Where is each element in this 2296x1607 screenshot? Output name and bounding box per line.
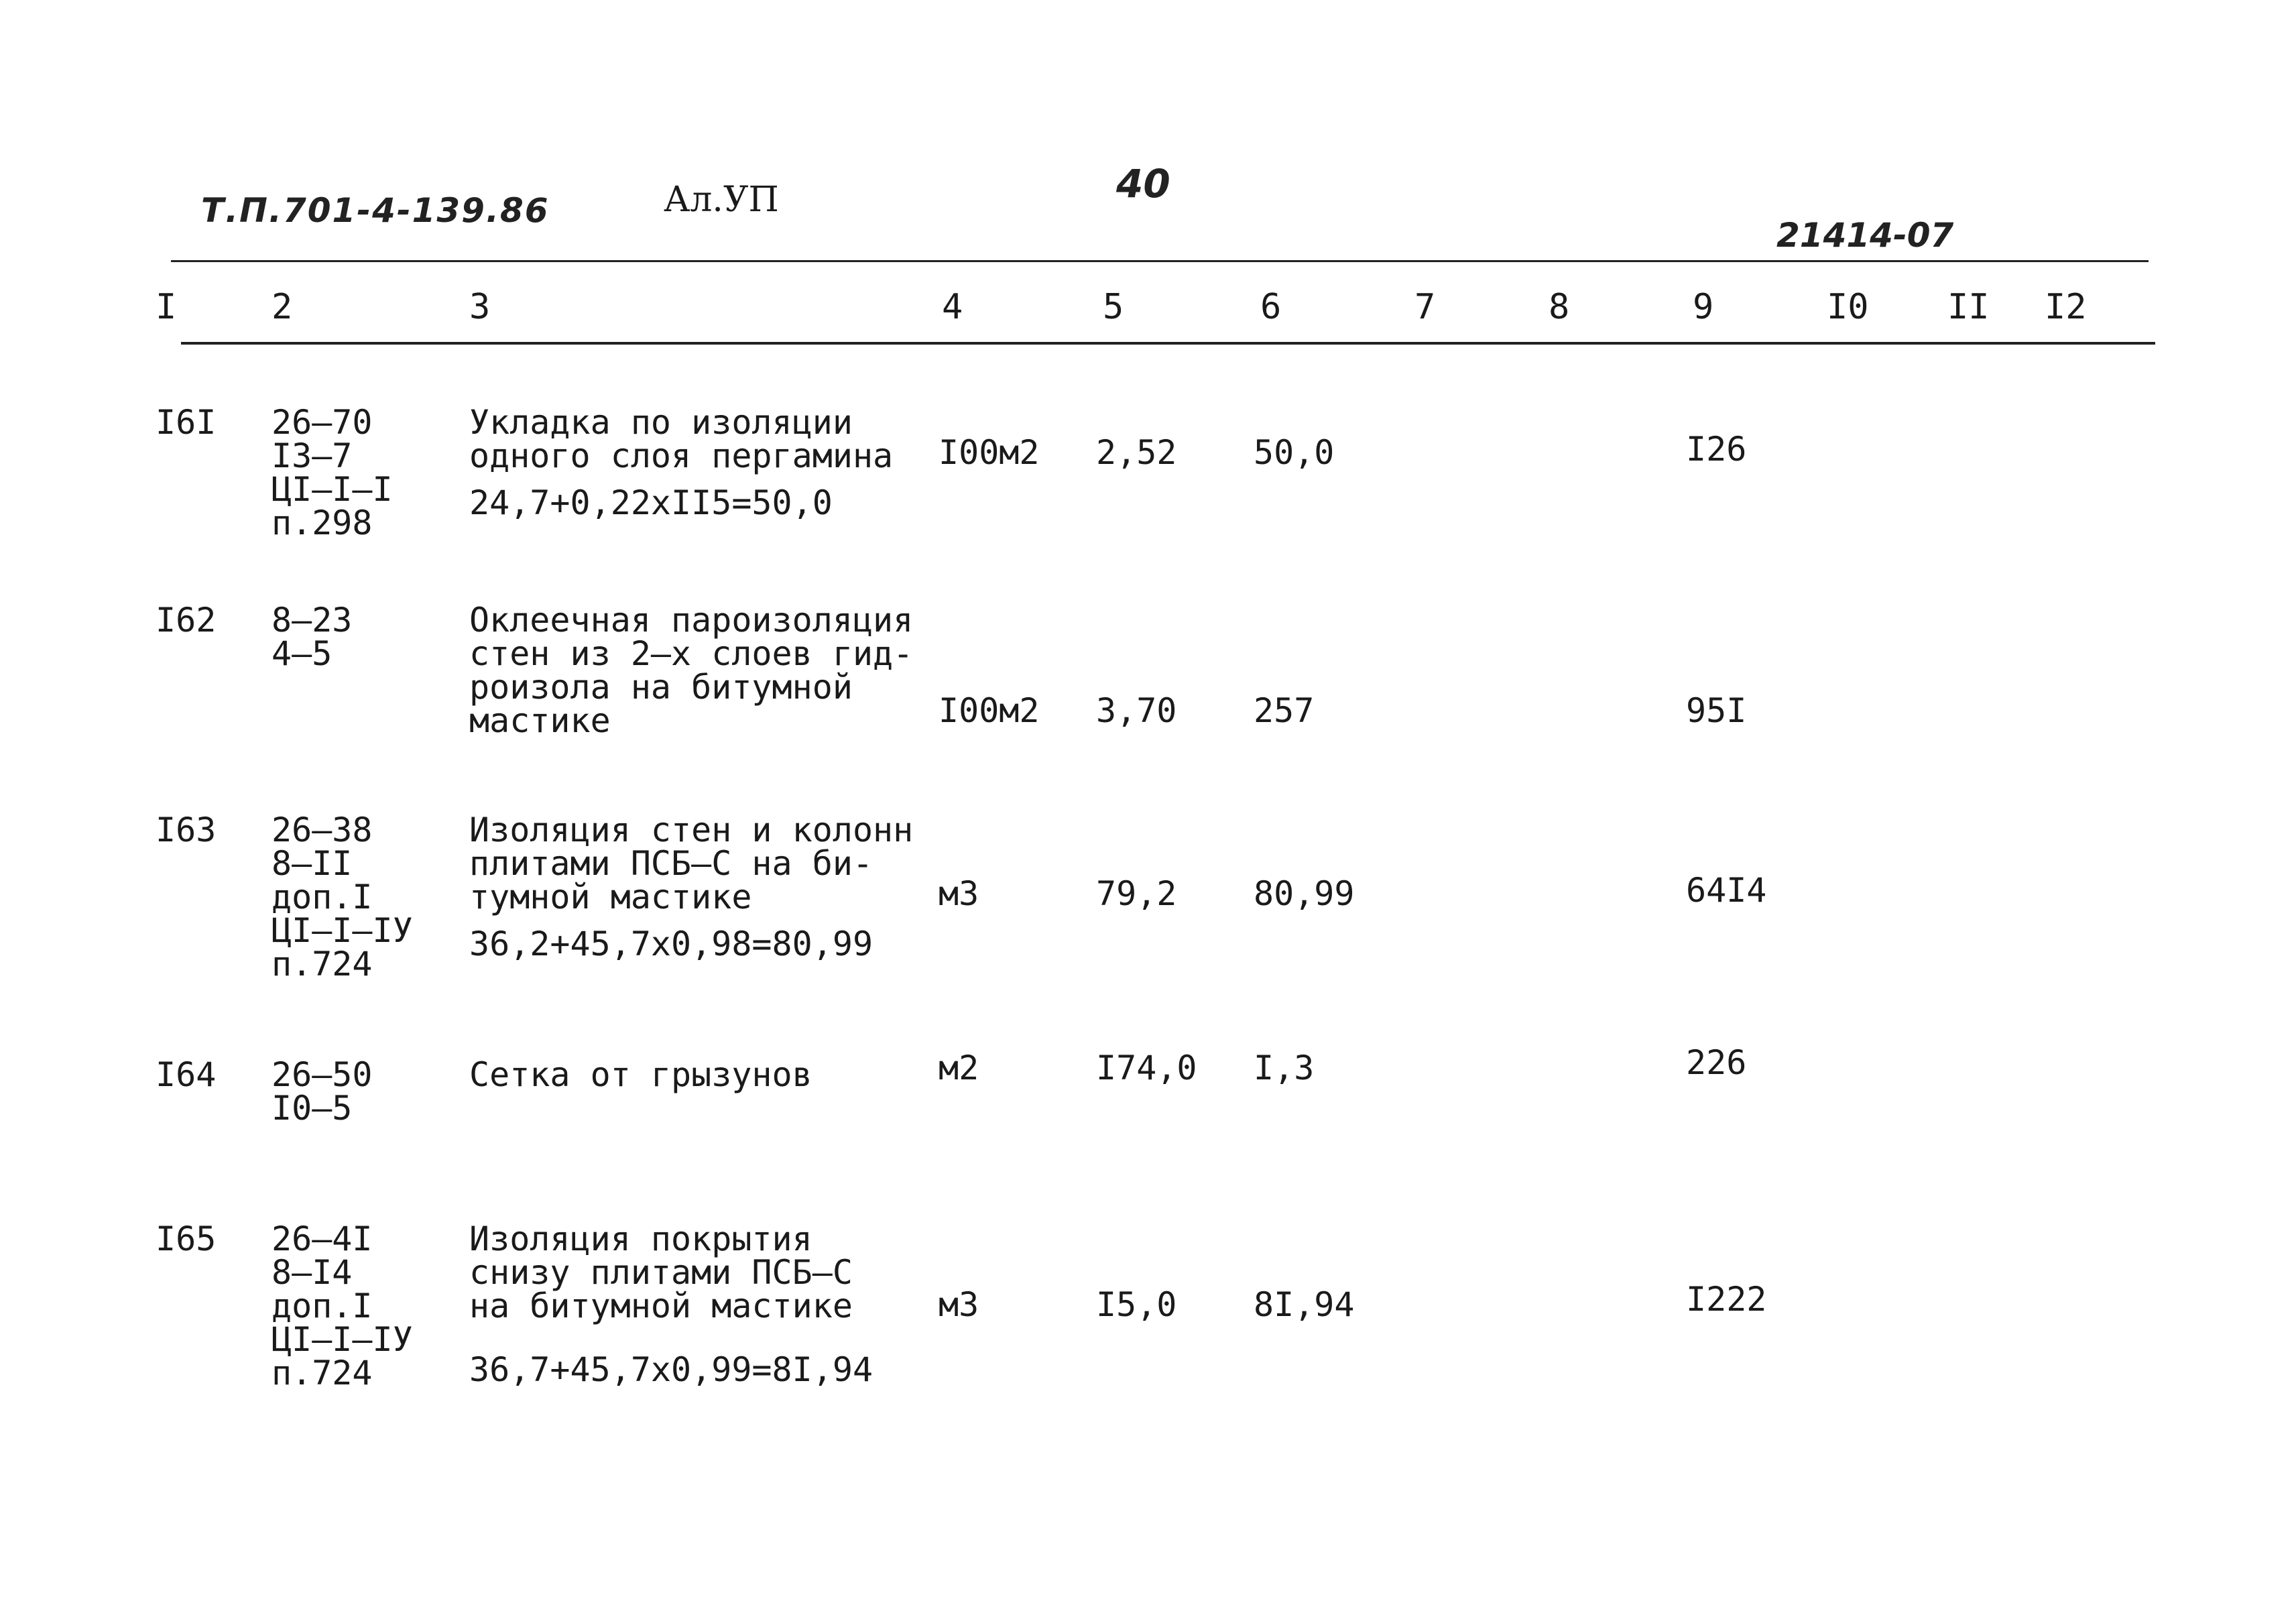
column-number: 9 xyxy=(1693,287,1714,327)
norm-code: 26–70 I3–7 ЦI–I–I п.298 xyxy=(271,403,393,542)
norm-code: 26–4I 8–I4 доп.I ЦI–I–IУ п.724 xyxy=(271,1219,413,1392)
work-description: Оклеечная пароизоляция стен из 2–х слоев гид- роизола на битумной мастике xyxy=(469,601,914,740)
column-number: 6 xyxy=(1260,287,1282,327)
work-description: Сетка от грызунов xyxy=(469,1055,812,1094)
total: 95I xyxy=(1686,691,1747,730)
row-number: I6I xyxy=(156,403,217,442)
column-number: II xyxy=(1947,287,1990,327)
unit: I00м2 xyxy=(939,433,1040,472)
quantity: I74,0 xyxy=(1096,1049,1197,1087)
unit: м2 xyxy=(939,1049,979,1087)
column-number: 3 xyxy=(469,287,491,327)
work-description: Изоляция покрытия снизу плитами ПСБ–С на битумной мастике 36,7+45,7х0,99=8I,94 xyxy=(469,1219,873,1389)
unit-price: I,3 xyxy=(1254,1049,1315,1087)
quantity: 79,2 xyxy=(1096,874,1177,913)
page-number: 40 xyxy=(1116,161,1170,206)
column-number: 8 xyxy=(1549,287,1570,327)
top-rule xyxy=(171,260,2149,262)
unit-price: 257 xyxy=(1254,691,1315,730)
norm-code: 8–23 4–5 xyxy=(271,601,353,673)
unit: I00м2 xyxy=(939,691,1040,730)
calculation: 24,7+0,22хII5=50,0 xyxy=(469,483,833,522)
norm-code: 26–50 I0–5 xyxy=(271,1055,373,1128)
header-rule xyxy=(181,342,2155,345)
norm-code: 26–38 8–II доп.I ЦI–I–IУ п.724 xyxy=(271,811,413,984)
quantity: 2,52 xyxy=(1096,433,1177,472)
work-description: Изоляция стен и колонн плитами ПСБ–С на би- тумной мастике 36,2+45,7х0,98=80,99 xyxy=(469,811,914,963)
column-number: 5 xyxy=(1103,287,1124,327)
column-number: I xyxy=(156,287,177,327)
column-number: 7 xyxy=(1414,287,1436,327)
unit: м3 xyxy=(939,1285,979,1324)
row-number: I65 xyxy=(156,1219,217,1258)
column-number: I2 xyxy=(2045,287,2087,327)
quantity: I5,0 xyxy=(1096,1285,1177,1324)
work-description: Укладка по изоляции одного слоя пергамина 24,7+0,22хII5=50,0 xyxy=(469,403,894,522)
calculation: 36,2+45,7х0,98=80,99 xyxy=(469,925,873,963)
document-code: Т.П.701-4-139.86 xyxy=(201,191,550,230)
unit-price: 8I,94 xyxy=(1254,1285,1355,1324)
unit-price: 80,99 xyxy=(1254,874,1355,913)
row-number: I62 xyxy=(156,601,217,640)
total: I26 xyxy=(1686,430,1747,469)
total: 226 xyxy=(1686,1043,1747,1082)
inventory-number: 21414-07 xyxy=(1776,216,1954,255)
column-number: 2 xyxy=(271,287,293,327)
row-number: I63 xyxy=(156,811,217,849)
total: 64I4 xyxy=(1686,871,1767,910)
calculation: 36,7+45,7х0,99=8I,94 xyxy=(469,1350,873,1389)
unit: м3 xyxy=(939,874,979,913)
quantity: 3,70 xyxy=(1096,691,1177,730)
unit-price: 50,0 xyxy=(1254,433,1335,472)
total: I222 xyxy=(1686,1280,1767,1319)
row-number: I64 xyxy=(156,1055,217,1094)
column-number: I0 xyxy=(1827,287,1869,327)
album-label: Ал.УП xyxy=(664,180,779,220)
column-number: 4 xyxy=(942,287,963,327)
